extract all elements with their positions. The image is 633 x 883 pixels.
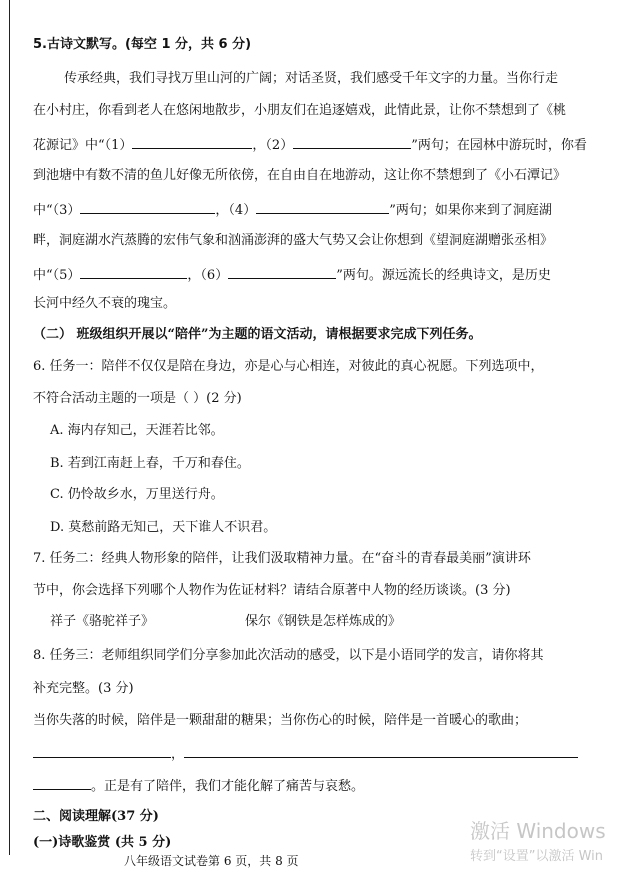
q5-paragraph-line: 在小村庄，你看到老人在悠闲地散步，小朋友们在追逐嬉戏，此情此景，让你不禁想到了《桃 xyxy=(33,103,567,118)
q5-text: 中“（5） xyxy=(33,268,81,283)
q5-text: 中“（3） xyxy=(33,203,81,218)
answer-blank-2[interactable] xyxy=(293,134,411,149)
q5-text: ，（6） xyxy=(187,268,229,283)
q5-text: ，（2） xyxy=(252,138,294,153)
q7-stem: 7. 任务二：经典人物形象的陪伴，让我们汲取精神力量。在“奋斗的青春最美丽”演讲环 xyxy=(33,551,531,566)
margin-rule xyxy=(9,0,10,855)
answer-blank-4[interactable] xyxy=(256,199,389,214)
answer-blank-1[interactable] xyxy=(132,134,252,149)
q6-stem: 不符合活动主题的一项是（ ）(2 分) xyxy=(33,391,242,406)
q7-choice-1: 祥子《骆驼祥子》 xyxy=(50,614,155,629)
q8-stem: 8. 任务三：老师组织同学们分享参加此次活动的感受，以下是小语同学的发言，请你将其 xyxy=(33,648,544,663)
q5-paragraph-line: 传承经典，我们寻找万里山河的广阔；对话圣贤，我们感受千年文字的力量。当你行走 xyxy=(64,71,559,86)
answer-blank-q8-1[interactable] xyxy=(33,743,171,758)
answer-blank-6[interactable] xyxy=(228,264,336,279)
q8-text: 当你失落的时候，陪伴是一颗甜甜的糖果；当你伤心的时候，陪伴是一首暖心的歌曲； xyxy=(33,713,528,728)
q5-paragraph-line: 畔，洞庭湖水汽蒸腾的宏伟气象和汹涌澎湃的盛大气势又会让你想到《望洞庭湖赠张丞相》 xyxy=(33,233,554,248)
watermark-subtitle: 转到“设置”以激活 Win xyxy=(470,849,604,864)
q8-stem: 补充完整。(3 分) xyxy=(33,681,134,696)
q5-title: 5.古诗文默写。(每空 1 分，共 6 分) xyxy=(33,37,252,52)
q8-blank-line xyxy=(33,743,578,763)
q6-stem: 6. 任务一：陪伴不仅仅是陪在身边，亦是心与心相连，对彼此的真心祝愿。下列选项中， xyxy=(33,359,544,374)
q5-paragraph-line xyxy=(33,264,551,284)
q8-blank-line xyxy=(33,775,364,795)
q8-text: 。正是有了陪伴，我们才能化解了痛苦与哀愁。 xyxy=(91,779,365,794)
section-heading: （二） 班级组织开展以“陪伴”为主题的语文活动，请根据要求完成下列任务。 xyxy=(33,327,482,342)
q5-paragraph-line: 长河中经久不衰的瑰宝。 xyxy=(33,296,177,311)
q7-stem: 节中，你会选择下列哪个人物作为佐证材料？请结合原著中人物的经历谈谈。(3 分) xyxy=(33,583,511,598)
part-heading: 二、阅读理解(37 分) xyxy=(33,809,159,824)
option-c: C. 仍怜故乡水，万里送行舟。 xyxy=(50,487,224,502)
q8-comma: ， xyxy=(171,747,185,762)
watermark-title: 激活 Windows xyxy=(470,819,606,843)
q5-text: ”两句；如果你来到了洞庭湖 xyxy=(389,203,552,218)
option-b: B. 若到江南赶上春，千万和春住。 xyxy=(50,456,250,471)
q5-paragraph-line xyxy=(33,199,552,219)
answer-blank-q8-3[interactable] xyxy=(33,775,91,790)
option-d: D. 莫愁前路无知己，天下谁人不识君。 xyxy=(50,520,277,535)
option-a: A. 海内存知己，天涯若比邻。 xyxy=(50,423,224,438)
q5-text: ”两句。源远流长的经典诗文，是历史 xyxy=(336,268,551,283)
answer-blank-3[interactable] xyxy=(80,199,215,214)
q7-choice-2: 保尔《钢铁是怎样炼成的》 xyxy=(245,614,402,629)
q5-text: ”两句；在园林中游玩时，你看 xyxy=(411,138,587,153)
q5-text: ，（4） xyxy=(215,203,257,218)
q5-paragraph-line: 到池塘中有数不清的鱼儿好像无所依傍，在自由自在地游动，这让你不禁想到了《小石潭记》 xyxy=(33,168,567,183)
q5-paragraph-line xyxy=(33,134,587,154)
answer-blank-5[interactable] xyxy=(80,264,187,279)
q5-text: 花源记》中“（1） xyxy=(33,138,133,153)
page-footer: 八年级语文试卷第 6 页，共 8 页 xyxy=(124,854,299,868)
sub-heading: (一)诗歌鉴赏 (共 5 分) xyxy=(33,835,172,850)
answer-blank-q8-2[interactable] xyxy=(184,743,578,758)
